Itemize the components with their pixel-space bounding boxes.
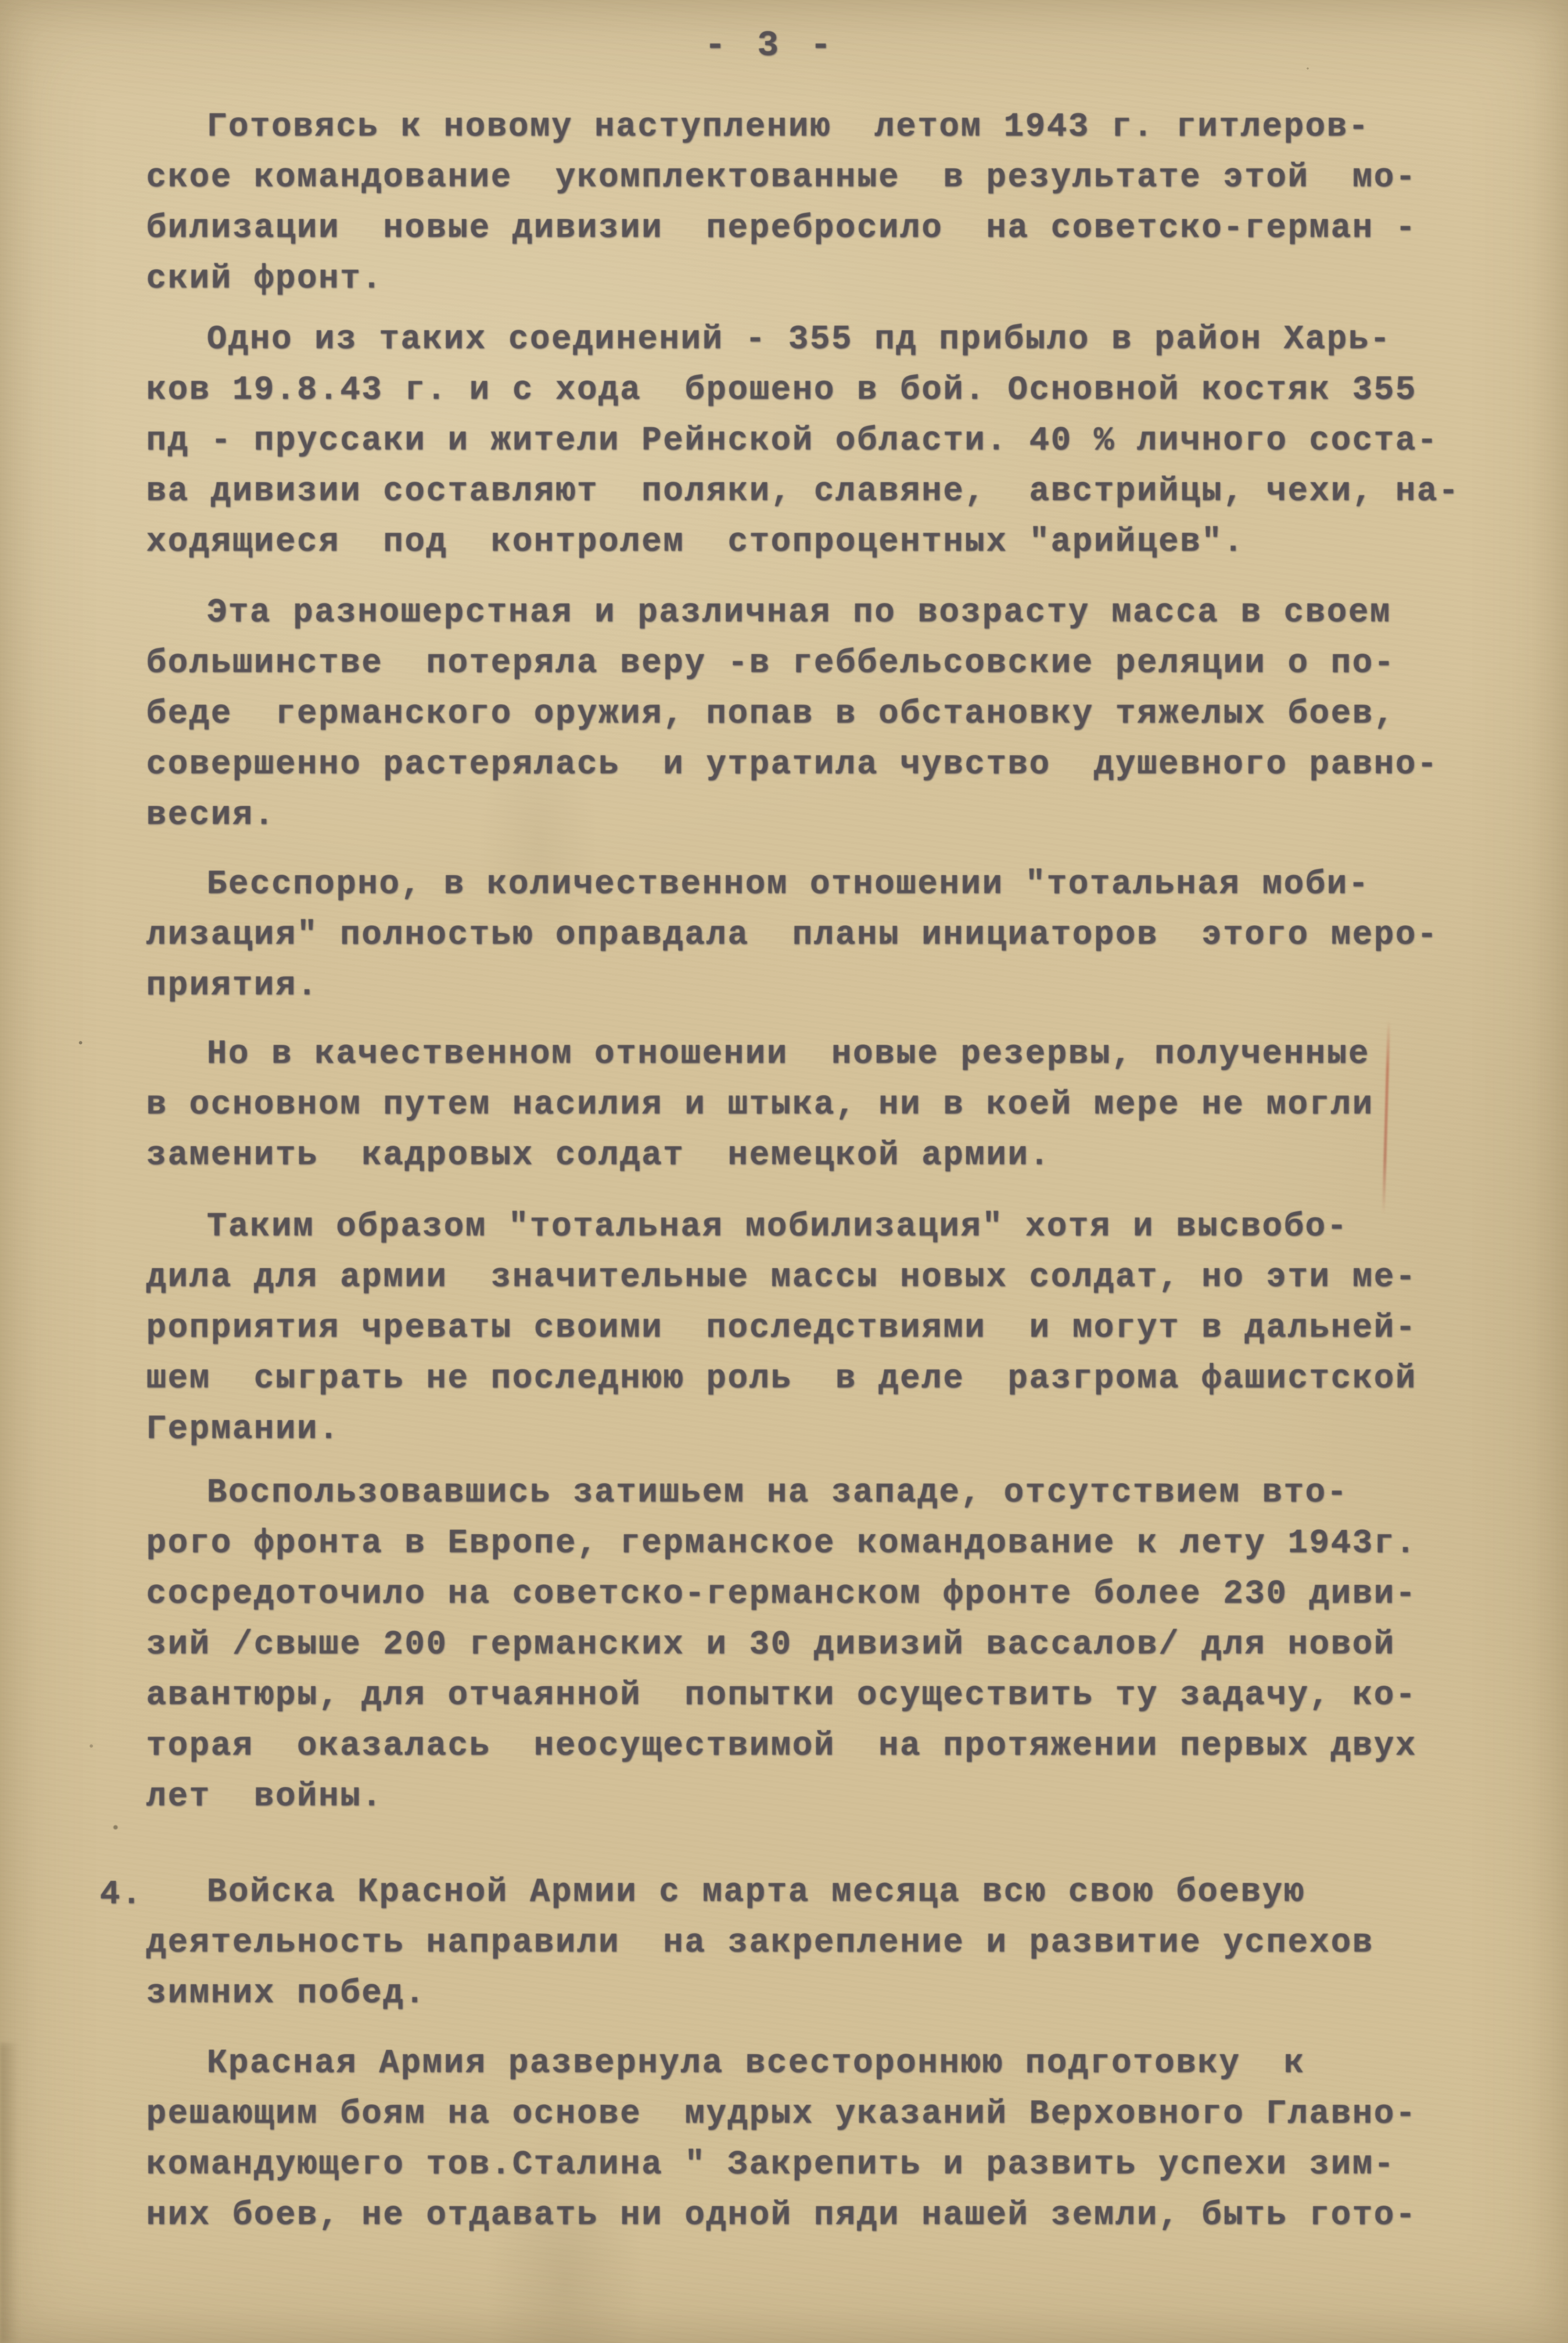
text-line: шем сыграть не последнюю роль в деле разгрома фашистской — [146, 1360, 1418, 1398]
text-line: роприятия чреваты своими последствиями и могут в дальней- — [146, 1310, 1418, 1347]
text-line: Но в качественном отношении новые резервы, полученные — [207, 1036, 1370, 1073]
paper-edge-shadow — [0, 2043, 19, 2343]
paragraph-8 — [146, 1867, 1515, 2019]
text-line: Одно из таких соединений - 355 пд прибыло в район Харь- — [207, 321, 1392, 359]
paragraph-9 — [146, 2038, 1515, 2241]
text-line: Германии. — [146, 1411, 340, 1449]
text-line: Воспользовавшись затишьем на западе, отсутствием вто- — [207, 1474, 1348, 1512]
text-line: решающим боям на основе мудрых указаний Верховного Главно- — [146, 2096, 1418, 2133]
text-line: в основном путем насилия и штыка, ни в коей мере не могли — [146, 1086, 1374, 1124]
text-line: авантюры, для отчаянной попытки осуществить ту задачу, ко- — [146, 1677, 1418, 1715]
text-line: дила для армии значительные массы новых солдат, но эти ме- — [146, 1259, 1418, 1297]
text-line: ва дивизии составляют поляки, славяне, австрийцы, чехи, на- — [146, 473, 1460, 511]
text-line: торая оказалась неосуществимой на протяжении первых двух — [146, 1727, 1418, 1765]
text-line: лизация" полностью оправдала планы инициаторов этого меро- — [146, 917, 1439, 954]
text-line: рого фронта в Европе, германское командование к лету 1943г. — [146, 1525, 1418, 1563]
paragraph-3 — [146, 588, 1515, 841]
text-line: лет войны. — [146, 1778, 384, 1816]
text-line: беде германского оружия, попав в обстановку тяжелых боев, — [146, 695, 1395, 733]
text-line: Таким образом "тотальная мобилизация" хотя и высвобо- — [207, 1208, 1348, 1246]
paragraph-4 — [146, 859, 1515, 1011]
paragraph-2 — [146, 315, 1515, 568]
text-line: зий /свыше 200 германских и 30 дивизий вассалов/ для новой — [146, 1626, 1395, 1664]
text-line: деятельность направили на закрепление и развитие успехов — [146, 1924, 1374, 1962]
text-line: Красная Армия развернула всестороннюю подготовку к — [207, 2045, 1306, 2083]
text-line: совершенно растерялась и утратила чувство душевного равно- — [146, 746, 1439, 784]
section-number: 4. — [100, 1876, 143, 1914]
text-line: весия. — [146, 797, 276, 834]
text-line: Готовясь к новому наступлению летом 1943 г. гитлеров- — [207, 108, 1370, 146]
text-line: ходящиеся под контролем стопроцентных "арийцев". — [146, 524, 1245, 561]
text-line: ское командование укомплектованные в результате этой мо- — [146, 159, 1418, 197]
text-line: Войска Красной Армии с марта месяца всю свою боевую — [207, 1874, 1306, 1911]
page-number: - 3 - — [704, 26, 837, 66]
paragraph-6 — [146, 1202, 1515, 1455]
text-line: ский фронт. — [146, 260, 384, 298]
text-line: них боев, не отдавать ни одной пяди нашей земли, быть гото- — [146, 2197, 1418, 2235]
paragraph-7 — [146, 1468, 1515, 1822]
text-line: пд - пруссаки и жители Рейнской области. 40 % личного соста- — [146, 422, 1439, 460]
text-line: зимних побед. — [146, 1975, 426, 2013]
text-line: сосредоточило на советско-германском фронте более 230 диви- — [146, 1576, 1418, 1613]
text-line: большинстве потеряла веру -в геббельсовские реляции о по- — [146, 645, 1395, 683]
text-line: командующего тов.Сталина " Закрепить и развить успехи зим- — [146, 2146, 1395, 2184]
text-line: ков 19.8.43 г. и с хода брошено в бой. Основной костяк 355 — [146, 372, 1418, 409]
text-line: билизации новые дивизии перебросило на советско-герман - — [146, 210, 1418, 247]
text-line: Бесспорно, в количественном отношении "тотальная моби- — [207, 866, 1370, 904]
paragraph-5 — [146, 1029, 1515, 1181]
text-line: заменить кадровых солдат немецкой армии. — [146, 1137, 1051, 1175]
text-line: Эта разношерстная и различная по возрасту масса в своем — [207, 594, 1392, 632]
paragraph-1 — [146, 102, 1515, 305]
text-line: приятия. — [146, 967, 319, 1005]
